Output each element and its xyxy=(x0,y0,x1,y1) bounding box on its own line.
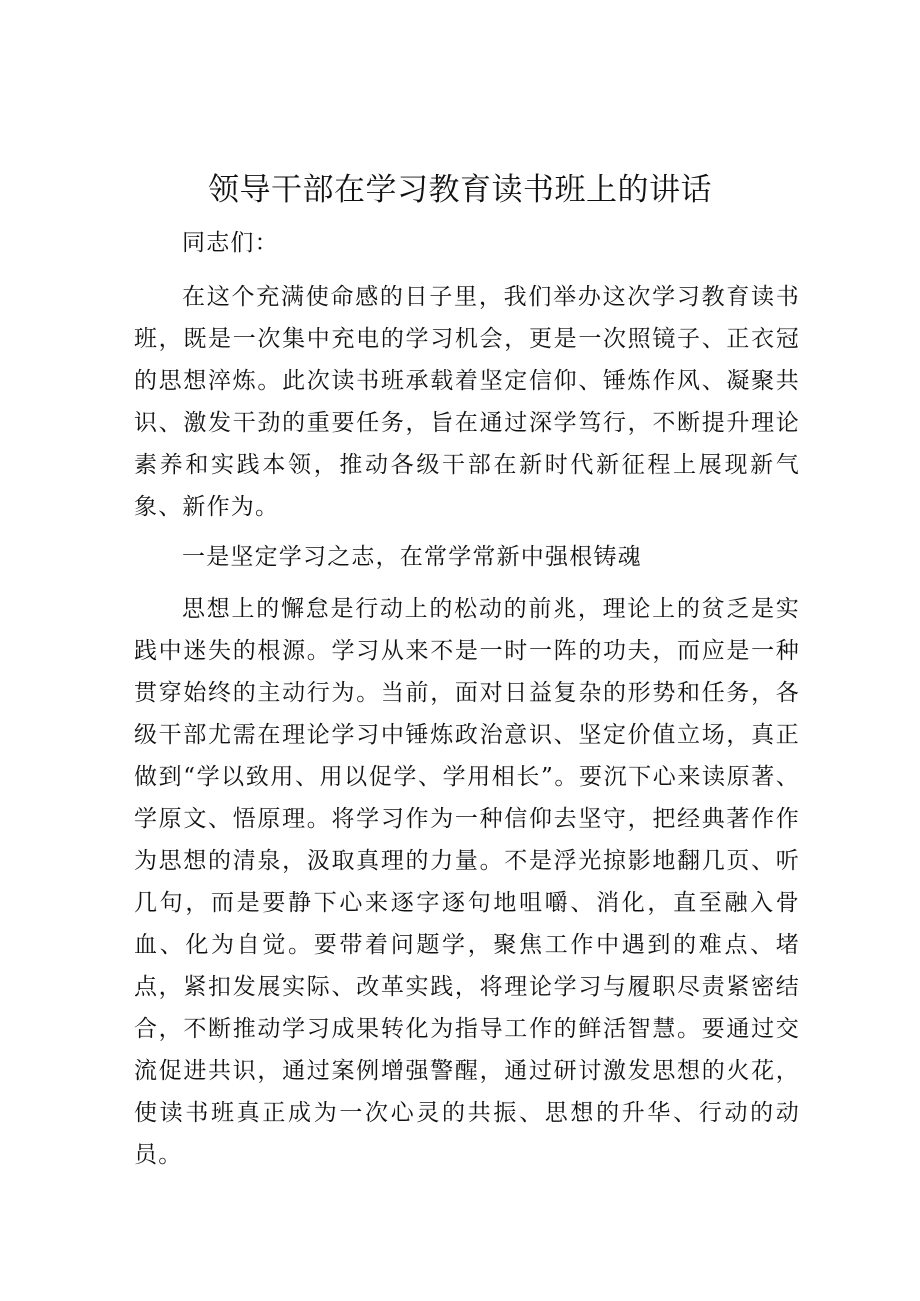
greeting: 同志们： xyxy=(182,230,279,256)
paragraph-intro: 在这个充满使命感的日子里，我们举办这次学习教育读书班，既是一次集中充电的学习机会，更是一次照镜子、正衣冠的思想淬炼。此次读书班承载着坚定信仰、锤炼作风、凝聚共识、激发干劲的重要任务，旨在通过深学笃行，不断提升理论素养和实践本领，推动各级干部在新时代新征程上展现新气象、新作为。 xyxy=(134,284,800,520)
paragraph-section-1: 思想上的懈怠是行动上的松动的前兆，理论上的贫乏是实践中迷失的根源。学习从来不是一时一阵的功夫，而应是一种贯穿始终的主动行为。当前，面对日益复杂的形势和任务，各级干部尤需在理论学习中锤炼政治意识、坚定价值立场，真正做到“学以致用、用以促学、学用相长”。要沉下心来读原著、学原文、悟原理。将学习作为一种信仰去坚守，把经典著作作为思想的清泉，汲取真理的力量。不是浮光掠影地翻几页、听几句，而是要静下心来逐字逐句地咀嚼、消化，直至融入骨血、化为自觉。要带着问题学，聚焦工作中遇到的难点、堵点，紧扣发展实际、改革实践，将理论学习与履职尽责紧密结合，不断推动学习成果转化为指导工作的鲜活智慧。要通过交流促进共识，通过案例增强警醒，通过研讨激发思想的火花，使读书班真正成为一次心灵的共振、思想的升华、行动的动员。 xyxy=(134,596,800,1168)
document-title: 领导干部在学习教育读书班上的讲话 xyxy=(208,172,712,208)
section-heading-1: 一是坚定学习之志，在常学常新中强根铸魂 xyxy=(182,544,642,570)
document-body xyxy=(134,222,800,1184)
